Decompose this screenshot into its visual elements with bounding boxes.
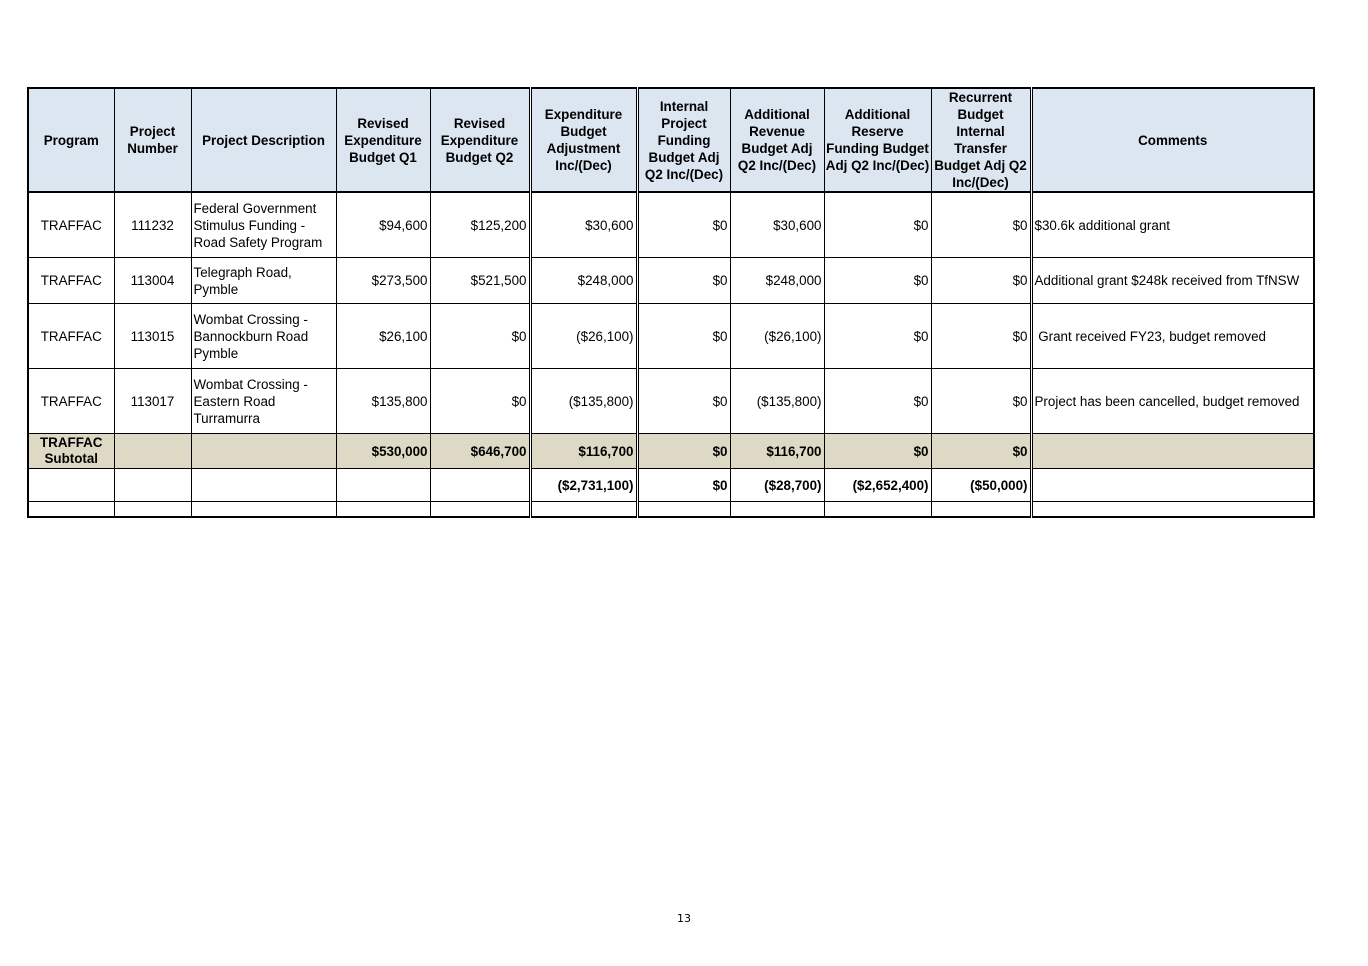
- total-empty-cell: [28, 469, 114, 502]
- cell-recurrent-budget: $0: [931, 258, 1031, 304]
- cell-description: Telegraph Road, Pymble: [191, 258, 336, 304]
- total-additional-reserve: ($2,652,400): [824, 469, 931, 502]
- blank-cell: [28, 502, 114, 518]
- blank-cell: [730, 502, 824, 518]
- cell-program: TRAFFAC: [28, 192, 114, 258]
- cell-internal-project-funding: $0: [637, 304, 730, 369]
- blank-cell: [114, 502, 191, 518]
- budget-adjustment-table: [27, 87, 1315, 518]
- cell-additional-revenue: $30,600: [730, 192, 824, 258]
- blank-cell: [530, 502, 637, 518]
- total-row: [28, 469, 1314, 502]
- cell-description: Wombat Crossing - Bannockburn Road Pymble: [191, 304, 336, 369]
- subtotal-expenditure-adjustment: $116,700: [530, 434, 637, 469]
- cell-revised-q1: $94,600: [336, 192, 430, 258]
- header-comments: Comments: [1031, 88, 1314, 192]
- cell-additional-reserve: $0: [824, 304, 931, 369]
- header-additional-revenue: Additional Revenue Budget Adj Q2 Inc/(Dec): [730, 88, 824, 192]
- page-number: 13: [677, 912, 691, 925]
- cell-comment: Additional grant $248k received from TfNSW: [1031, 258, 1314, 304]
- cell-revised-q1: $273,500: [336, 258, 430, 304]
- subtotal-internal-project-funding: $0: [637, 434, 730, 469]
- total-empty-cell: [191, 469, 336, 502]
- cell-recurrent-budget: $0: [931, 192, 1031, 258]
- total-recurrent-budget: ($50,000): [931, 469, 1031, 502]
- header-additional-reserve: Additional Reserve Funding Budget Adj Q2 Inc/(Dec): [824, 88, 931, 192]
- cell-revised-q1: $26,100: [336, 304, 430, 369]
- cell-recurrent-budget: $0: [931, 304, 1031, 369]
- subtotal-recurrent-budget: $0: [931, 434, 1031, 469]
- header-row: [28, 88, 1314, 192]
- header-expenditure-adjustment: Expenditure Budget Adjustment Inc/(Dec): [530, 88, 637, 192]
- cell-additional-reserve: $0: [824, 258, 931, 304]
- cell-additional-reserve: $0: [824, 369, 931, 434]
- cell-expenditure-adjustment: $30,600: [530, 192, 637, 258]
- cell-additional-revenue: $248,000: [730, 258, 824, 304]
- subtotal-label: TRAFFAC Subtotal: [28, 434, 114, 469]
- cell-comment: Project has been cancelled, budget removed: [1031, 369, 1314, 434]
- table-row: [28, 192, 1314, 258]
- subtotal-empty-cell: [114, 434, 191, 469]
- cell-internal-project-funding: $0: [637, 369, 730, 434]
- cell-revised-q2: $0: [430, 369, 530, 434]
- header-recurrent-budget: Recurrent Budget Internal Transfer Budget Adj Q2 Inc/(Dec): [931, 88, 1031, 192]
- cell-additional-revenue: ($26,100): [730, 304, 824, 369]
- cell-comment: Grant received FY23, budget removed: [1031, 304, 1314, 369]
- cell-expenditure-adjustment: $248,000: [530, 258, 637, 304]
- cell-program: TRAFFAC: [28, 258, 114, 304]
- cell-program: TRAFFAC: [28, 304, 114, 369]
- cell-additional-reserve: $0: [824, 192, 931, 258]
- subtotal-revised-q2: $646,700: [430, 434, 530, 469]
- header-program: Program: [28, 88, 114, 192]
- cell-internal-project-funding: $0: [637, 192, 730, 258]
- cell-revised-q1: $135,800: [336, 369, 430, 434]
- header-project-description: Project Description: [191, 88, 336, 192]
- blank-cell: [637, 502, 730, 518]
- blank-cell: [336, 502, 430, 518]
- subtotal-additional-revenue: $116,700: [730, 434, 824, 469]
- cell-internal-project-funding: $0: [637, 258, 730, 304]
- subtotal-comment-cell: [1031, 434, 1314, 469]
- cell-additional-revenue: ($135,800): [730, 369, 824, 434]
- cell-program: TRAFFAC: [28, 369, 114, 434]
- subtotal-additional-reserve: $0: [824, 434, 931, 469]
- table-row: [28, 258, 1314, 304]
- blank-cell: [430, 502, 530, 518]
- subtotal-row: [28, 434, 1314, 469]
- cell-expenditure-adjustment: ($135,800): [530, 369, 637, 434]
- subtotal-empty-cell: [191, 434, 336, 469]
- table-row: [28, 304, 1314, 369]
- subtotal-revised-q1: $530,000: [336, 434, 430, 469]
- cell-recurrent-budget: $0: [931, 369, 1031, 434]
- cell-project-number: 113017: [114, 369, 191, 434]
- cell-project-number: 111232: [114, 192, 191, 258]
- cell-description: Wombat Crossing - Eastern Road Turramurra: [191, 369, 336, 434]
- cell-description: Federal Government Stimulus Funding - Road Safety Program: [191, 192, 336, 258]
- cell-project-number: 113015: [114, 304, 191, 369]
- cell-revised-q2: $0: [430, 304, 530, 369]
- blank-row: [28, 502, 1314, 518]
- blank-cell: [1031, 502, 1314, 518]
- total-empty-cell: [336, 469, 430, 502]
- blank-cell: [191, 502, 336, 518]
- total-empty-cell: [114, 469, 191, 502]
- cell-revised-q2: $125,200: [430, 192, 530, 258]
- cell-comment: $30.6k additional grant: [1031, 192, 1314, 258]
- total-expenditure-adjustment: ($2,731,100): [530, 469, 637, 502]
- total-comment-cell: [1031, 469, 1314, 502]
- header-revised-q2: Revised Expenditure Budget Q2: [430, 88, 530, 192]
- table-row: [28, 369, 1314, 434]
- cell-project-number: 113004: [114, 258, 191, 304]
- header-revised-q1: Revised Expenditure Budget Q1: [336, 88, 430, 192]
- total-empty-cell: [430, 469, 530, 502]
- header-internal-project-funding: Internal Project Funding Budget Adj Q2 Inc/(Dec): [637, 88, 730, 192]
- cell-expenditure-adjustment: ($26,100): [530, 304, 637, 369]
- total-internal-project-funding: $0: [637, 469, 730, 502]
- header-project-number: Project Number: [114, 88, 191, 192]
- cell-revised-q2: $521,500: [430, 258, 530, 304]
- total-additional-revenue: ($28,700): [730, 469, 824, 502]
- budget-table-wrapper: [27, 87, 1315, 518]
- blank-cell: [824, 502, 931, 518]
- blank-cell: [931, 502, 1031, 518]
